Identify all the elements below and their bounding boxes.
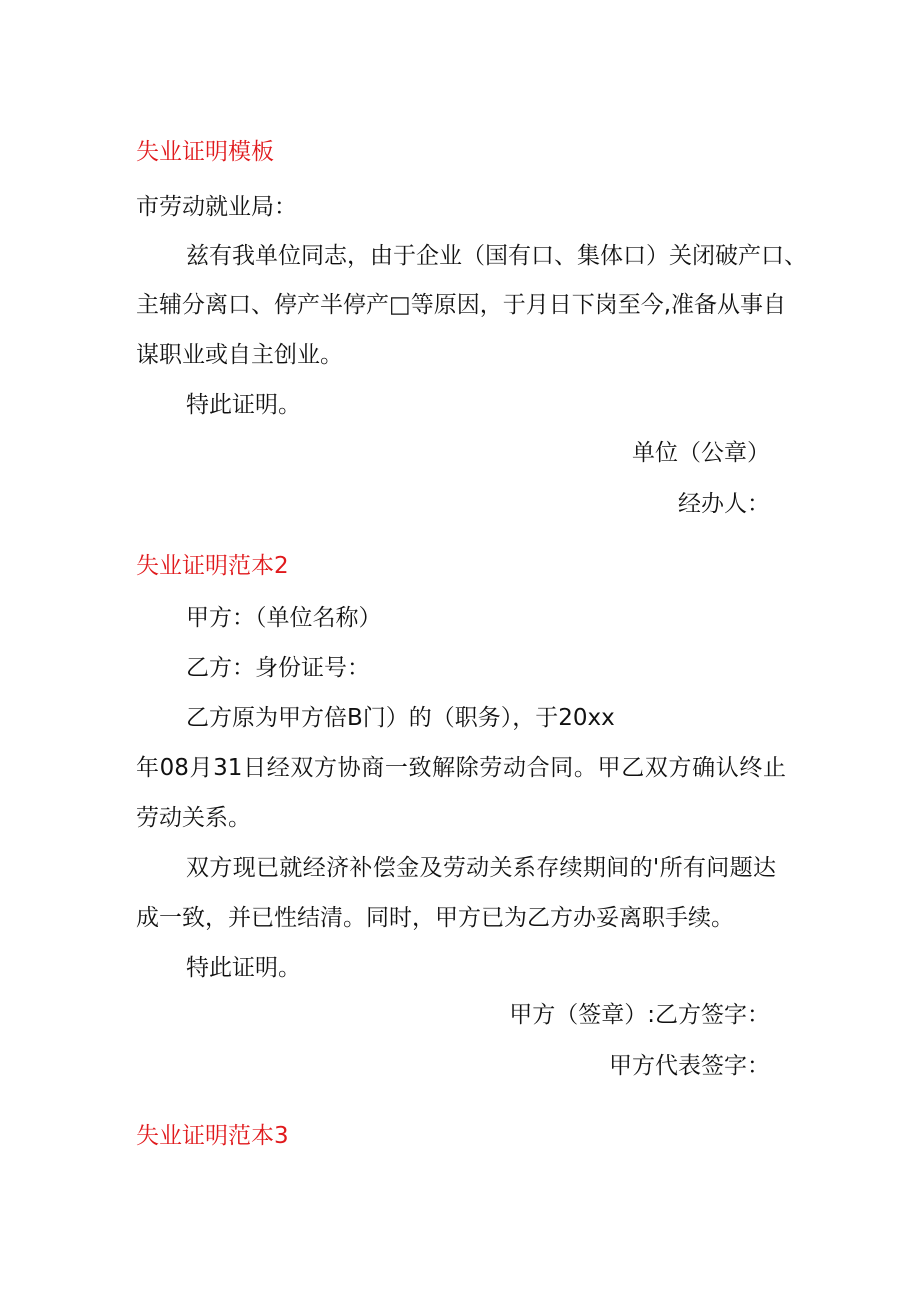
section2-body-line-5: 成一致，并已性结清。同时，甲方已为乙方办妥离职手续。 xyxy=(136,905,734,931)
section1-signature-handler: 经办人： xyxy=(678,491,770,517)
section2-party-a: 甲方：（单位名称） xyxy=(186,605,382,631)
section2-body-line-1: 乙方原为甲方倍B门）的（职务），于20xx xyxy=(186,705,615,731)
section2-closing: 特此证明。 xyxy=(186,955,301,981)
section2-party-b: 乙方：身份证号： xyxy=(186,655,370,681)
section2-body-line-2: 年08月31日经双方协商一致解除劳动合同。甲乙双方确认终止 xyxy=(136,755,786,781)
section2-body-line-3: 劳动关系。 xyxy=(136,805,251,831)
section2-title: 失业证明范本2 xyxy=(136,553,289,579)
section2-signature-rep: 甲方代表签字： xyxy=(609,1053,770,1079)
section1-body-line-2: 主辅分离口、停产半停产□等原因，于月日下岗至今,准备从事自 xyxy=(136,292,787,318)
section3-title: 失业证明范本3 xyxy=(136,1123,289,1149)
section1-body-line-3: 谋职业或自主创业。 xyxy=(136,342,343,368)
section1-signature-unit: 单位（公章） xyxy=(632,440,770,466)
section1-body-line-1: 兹有我单位同志，由于企业（国有口、集体口）关闭破产口、 xyxy=(186,243,807,269)
section1-salutation: 市劳动就业局： xyxy=(136,194,297,220)
section1-title: 失业证明模板 xyxy=(136,139,274,165)
section2-body-line-4: 双方现已就经济补偿金及劳动关系存续期间的'所有问题达 xyxy=(186,855,776,881)
section1-closing: 特此证明。 xyxy=(186,392,301,418)
section2-signature-parties: 甲方（签章）:乙方签字： xyxy=(509,1002,770,1028)
